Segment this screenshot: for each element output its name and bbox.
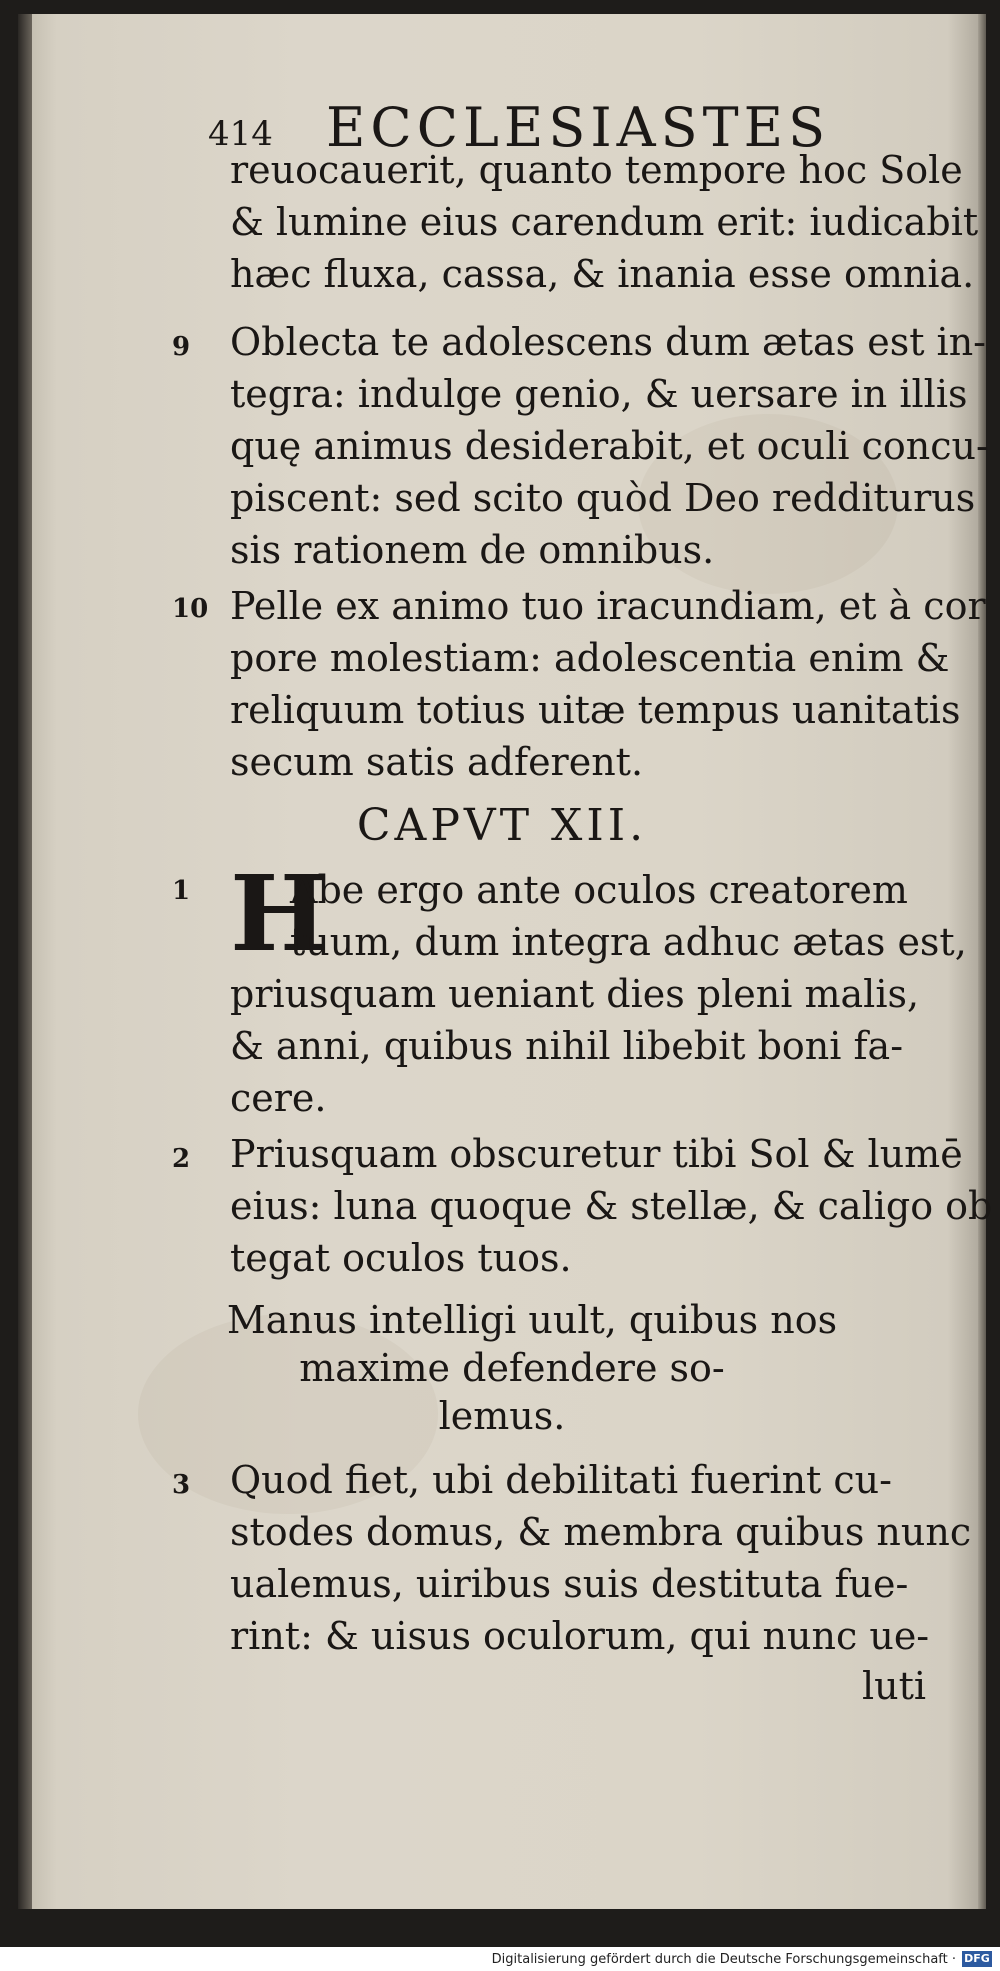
text-line: tuum, dum integra adhuc ætas est,: [290, 920, 967, 964]
text-line: stodes domus, & membra quibus nunc: [230, 1510, 972, 1554]
verse-marker: 10: [172, 594, 209, 624]
text-line: reuocauerit, quanto tempore hoc Sole: [230, 148, 963, 192]
text-line: Priusquam obscuretur tibi Sol & lumē: [230, 1132, 963, 1176]
verse-marker: 9: [172, 332, 191, 362]
text-line: ualemus, uiribus suis destituta fue-: [230, 1562, 909, 1606]
running-title: ECCLESIASTES: [326, 96, 831, 159]
text-line: & anni, quibus nihil libebit boni fa-: [230, 1024, 904, 1068]
text-line: hæc fluxa, cassa, & inania esse omnia.: [230, 252, 975, 296]
catchword: luti: [861, 1664, 926, 1708]
gloss-line: Manus intelligi uult, quibus nos: [226, 1298, 838, 1342]
book-page: [18, 14, 993, 1909]
text-line: cere.: [230, 1076, 327, 1120]
gloss-line: maxime defendere so-: [299, 1346, 725, 1390]
verse-marker: 2: [172, 1144, 191, 1174]
text-line: Quod fiet, ubi debilitati fuerint cu-: [230, 1458, 892, 1502]
text-line: tegra: indulge genio, & uersare in illis: [230, 372, 968, 416]
chapter-heading: CAPVT XII.: [356, 800, 648, 851]
text-line: Oblecta te adolescens dum ætas est in-: [230, 320, 987, 364]
book-spine: [18, 14, 32, 1909]
text-line: rint: & uisus oculorum, qui nunc ue-: [230, 1614, 930, 1658]
page-fore-edge: [978, 14, 986, 1909]
dfg-logo-icon: DFG: [962, 1951, 992, 1967]
text-line: piscent: sed scito quòd Deo redditurus: [230, 476, 976, 520]
verse-marker: 3: [172, 1470, 191, 1500]
text-line: & lumine eius carendum erit: iudicabit: [230, 200, 979, 244]
verse-marker: 1: [172, 876, 191, 906]
footer-credit: Digitalisierung gefördert durch die Deutsche Forschungsgemeinschaft ·: [491, 1952, 956, 1967]
text-line: pore molestiam: adolescentia enim &: [230, 636, 950, 680]
gloss-line: lemus.: [438, 1394, 566, 1438]
text-line: tegat oculos tuos.: [230, 1236, 572, 1280]
page-number: 414: [208, 114, 273, 154]
text-line: priusquam ueniant dies pleni malis,: [230, 972, 920, 1016]
text-line: reliquum totius uitæ tempus uanitatis: [230, 688, 961, 732]
text-line: secum satis adferent.: [230, 740, 644, 784]
drop-cap: H: [230, 852, 329, 975]
text-line: Abe ergo ante oculos creatorem: [290, 868, 908, 912]
text-line: eius: luna quoque & stellæ, & caligo ob: [230, 1184, 993, 1228]
text-line: sis rationem de omnibus.: [230, 528, 715, 572]
footer-bar: [0, 1947, 1000, 1971]
text-line: quę animus desiderabit, et oculi concu-: [230, 424, 989, 468]
text-line: Pelle ex animo tuo iracundiam, et à cor: [230, 584, 986, 628]
